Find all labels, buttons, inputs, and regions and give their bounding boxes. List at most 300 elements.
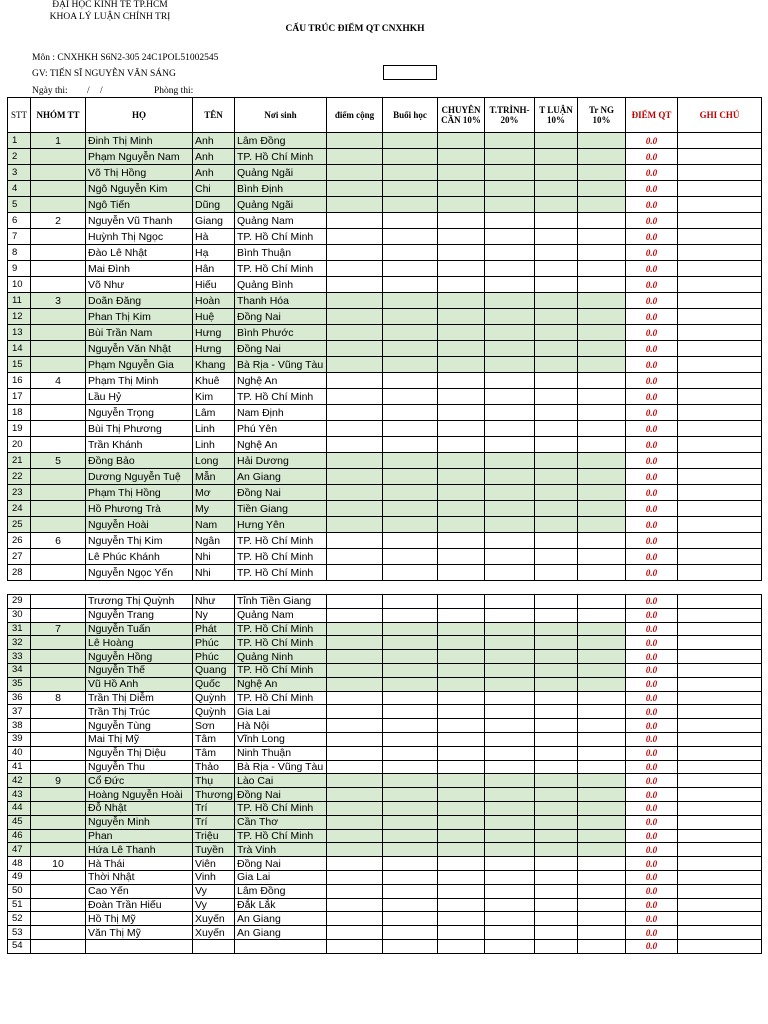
stt-cell: 29 — [8, 595, 31, 609]
attendance-cell — [438, 650, 485, 664]
qt-score-cell: 0.0 — [626, 857, 678, 871]
stt-cell: 48 — [8, 857, 31, 871]
note-cell — [678, 608, 762, 622]
presentation-cell — [485, 389, 535, 405]
bonus-cell — [327, 293, 383, 309]
group-cell — [31, 421, 86, 437]
stt-cell: 45 — [8, 815, 31, 829]
essay-cell — [535, 608, 578, 622]
bonus-cell — [327, 261, 383, 277]
note-cell — [678, 636, 762, 650]
col-trng-line1: Tr NG — [589, 105, 614, 115]
qt-score-cell: 0.0 — [626, 309, 678, 325]
group-cell — [31, 165, 86, 181]
surname-cell: Nguyễn Minh — [86, 815, 193, 829]
course-info: Môn : CNXHKH S6N2-305 24C1POL51002545 — [32, 53, 219, 63]
student-row — [8, 608, 762, 622]
sessions-cell — [383, 760, 438, 774]
name-cell: Hoàn — [193, 293, 235, 309]
trng-cell — [578, 501, 626, 517]
stt-cell: 44 — [8, 801, 31, 815]
attendance-cell — [438, 165, 485, 181]
presentation-cell — [485, 774, 535, 788]
name-cell: Sơn — [193, 719, 235, 733]
bonus-cell — [327, 595, 383, 609]
student-row — [8, 405, 762, 421]
group-cell — [31, 705, 86, 719]
note-cell — [678, 165, 762, 181]
document-title: CẤU TRÚC ĐIỂM QT CNXHKH — [285, 24, 425, 34]
group-cell — [31, 341, 86, 357]
trng-cell — [578, 857, 626, 871]
stt-cell: 42 — [8, 774, 31, 788]
note-cell — [678, 341, 762, 357]
sessions-cell — [383, 293, 438, 309]
surname-cell: Trương Thị Quỳnh — [86, 595, 193, 609]
group-cell — [31, 595, 86, 609]
name-cell: Long — [193, 453, 235, 469]
stt-cell: 17 — [8, 389, 31, 405]
surname-cell: Nguyễn Hoài — [86, 517, 193, 533]
student-row — [8, 705, 762, 719]
qt-score-cell: 0.0 — [626, 565, 678, 581]
note-cell — [678, 857, 762, 871]
surname-cell: Trần Thị Diễm — [86, 691, 193, 705]
birthplace-cell: Bà Rịa - Vũng Tàu — [235, 357, 327, 373]
trng-cell — [578, 939, 626, 953]
presentation-cell — [485, 277, 535, 293]
name-cell: Triệu — [193, 829, 235, 843]
stt-cell: 31 — [8, 622, 31, 636]
exam-date-value: / / — [87, 86, 103, 96]
attendance-cell — [438, 622, 485, 636]
attendance-cell — [438, 732, 485, 746]
sessions-cell — [383, 277, 438, 293]
trng-cell — [578, 663, 626, 677]
sessions-cell — [383, 843, 438, 857]
group-cell — [31, 884, 86, 898]
bonus-cell — [327, 309, 383, 325]
presentation-cell — [485, 636, 535, 650]
student-row — [8, 565, 762, 581]
sessions-cell — [383, 325, 438, 341]
presentation-cell — [485, 181, 535, 197]
sessions-cell — [383, 197, 438, 213]
note-cell — [678, 437, 762, 453]
birthplace-cell: Nghệ An — [235, 437, 327, 453]
name-cell: Trí — [193, 815, 235, 829]
qt-score-cell: 0.0 — [626, 829, 678, 843]
name-cell: Anh — [193, 133, 235, 149]
student-row — [8, 691, 762, 705]
surname-cell: Phạm Nguyễn Gia — [86, 357, 193, 373]
bonus-cell — [327, 622, 383, 636]
qt-score-cell: 0.0 — [626, 636, 678, 650]
birthplace-cell: TP. Hồ Chí Minh — [235, 663, 327, 677]
essay-cell — [535, 663, 578, 677]
qt-score-cell: 0.0 — [626, 325, 678, 341]
trng-cell — [578, 405, 626, 421]
presentation-cell — [485, 843, 535, 857]
qt-score-cell: 0.0 — [626, 912, 678, 926]
note-cell — [678, 469, 762, 485]
presentation-cell — [485, 870, 535, 884]
note-cell — [678, 760, 762, 774]
student-row — [8, 373, 762, 389]
birthplace-cell: Hưng Yên — [235, 517, 327, 533]
qt-score-cell: 0.0 — [626, 898, 678, 912]
presentation-cell — [485, 197, 535, 213]
bonus-cell — [327, 705, 383, 719]
trng-cell — [578, 746, 626, 760]
student-row — [8, 939, 762, 953]
trng-cell — [578, 595, 626, 609]
birthplace-cell: TP. Hồ Chí Minh — [235, 636, 327, 650]
surname-cell: Đinh Thị Minh — [86, 133, 193, 149]
trng-cell — [578, 437, 626, 453]
group-cell — [31, 801, 86, 815]
surname-cell: Mai Đình — [86, 261, 193, 277]
presentation-cell — [485, 595, 535, 609]
stt-cell: 49 — [8, 870, 31, 884]
surname-cell: Phan Thị Kim — [86, 309, 193, 325]
stt-cell: 10 — [8, 277, 31, 293]
essay-cell — [535, 939, 578, 953]
essay-cell — [535, 341, 578, 357]
qt-score-cell: 0.0 — [626, 517, 678, 533]
student-row — [8, 501, 762, 517]
trng-cell — [578, 325, 626, 341]
group-cell — [31, 843, 86, 857]
birthplace-cell: Nghệ An — [235, 373, 327, 389]
attendance-cell — [438, 829, 485, 843]
group-cell — [31, 608, 86, 622]
presentation-cell — [485, 405, 535, 421]
name-cell: Quỳnh — [193, 705, 235, 719]
bonus-cell — [327, 870, 383, 884]
student-row — [8, 261, 762, 277]
group-cell — [31, 650, 86, 664]
table-header-row — [8, 98, 762, 133]
sessions-cell — [383, 469, 438, 485]
col-presentation-line1: T.TRÌNH- — [489, 105, 530, 115]
attendance-cell — [438, 595, 485, 609]
note-cell — [678, 533, 762, 549]
qt-score-cell: 0.0 — [626, 245, 678, 261]
presentation-cell — [485, 309, 535, 325]
essay-cell — [535, 898, 578, 912]
col-qt-score: ĐIỂM QT — [626, 98, 678, 133]
bonus-cell — [327, 485, 383, 501]
bonus-cell — [327, 469, 383, 485]
group-cell: 7 — [31, 622, 86, 636]
bonus-cell — [327, 165, 383, 181]
essay-cell — [535, 650, 578, 664]
presentation-cell — [485, 857, 535, 871]
sessions-cell — [383, 677, 438, 691]
qt-score-cell: 0.0 — [626, 373, 678, 389]
col-essay — [535, 98, 578, 133]
presentation-cell — [485, 608, 535, 622]
birthplace-cell: Đồng Nai — [235, 341, 327, 357]
qt-score-cell: 0.0 — [626, 843, 678, 857]
qt-score-cell: 0.0 — [626, 622, 678, 636]
birthplace-cell: Bà Rịa - Vũng Tàu — [235, 760, 327, 774]
essay-cell — [535, 746, 578, 760]
attendance-cell — [438, 549, 485, 565]
student-row — [8, 453, 762, 469]
note-cell — [678, 421, 762, 437]
name-cell: Tuyền — [193, 843, 235, 857]
surname-cell: Đồng Bảo — [86, 453, 193, 469]
essay-cell — [535, 469, 578, 485]
note-cell — [678, 405, 762, 421]
note-cell — [678, 926, 762, 940]
col-attendance-line2: CẦN 10% — [441, 115, 481, 125]
grade-table-page-1 — [7, 97, 762, 581]
group-cell: 5 — [31, 453, 86, 469]
presentation-cell — [485, 622, 535, 636]
stt-cell: 23 — [8, 485, 31, 501]
presentation-cell — [485, 650, 535, 664]
group-cell — [31, 898, 86, 912]
student-row — [8, 245, 762, 261]
attendance-cell — [438, 912, 485, 926]
stt-cell: 3 — [8, 165, 31, 181]
essay-cell — [535, 325, 578, 341]
student-row — [8, 325, 762, 341]
qt-score-cell: 0.0 — [626, 801, 678, 815]
sessions-cell — [383, 705, 438, 719]
group-cell — [31, 469, 86, 485]
stt-cell: 8 — [8, 245, 31, 261]
birthplace-cell: Nghệ An — [235, 677, 327, 691]
name-cell: Chi — [193, 181, 235, 197]
stt-cell: 40 — [8, 746, 31, 760]
surname-cell: Võ Thị Hồng — [86, 165, 193, 181]
stt-cell: 16 — [8, 373, 31, 389]
qt-score-cell: 0.0 — [626, 650, 678, 664]
note-cell — [678, 843, 762, 857]
note-cell — [678, 517, 762, 533]
name-cell: Phúc — [193, 650, 235, 664]
surname-cell: Hồ Thị Mỹ — [86, 912, 193, 926]
stt-cell: 51 — [8, 898, 31, 912]
qt-score-cell: 0.0 — [626, 149, 678, 165]
surname-cell: Hà Thái — [86, 857, 193, 871]
sessions-cell — [383, 663, 438, 677]
qt-score-cell: 0.0 — [626, 261, 678, 277]
group-cell — [31, 277, 86, 293]
attendance-cell — [438, 801, 485, 815]
essay-cell — [535, 229, 578, 245]
essay-cell — [535, 926, 578, 940]
trng-cell — [578, 469, 626, 485]
stt-cell: 38 — [8, 719, 31, 733]
note-cell — [678, 389, 762, 405]
surname-cell: Ngô Nguyễn Kim — [86, 181, 193, 197]
stt-cell: 25 — [8, 517, 31, 533]
note-cell — [678, 485, 762, 501]
student-row — [8, 149, 762, 165]
surname-cell: Nguyễn Thế — [86, 663, 193, 677]
presentation-cell — [485, 801, 535, 815]
name-cell: Xuyến — [193, 926, 235, 940]
birthplace-cell: An Giang — [235, 469, 327, 485]
sessions-cell — [383, 261, 438, 277]
attendance-cell — [438, 677, 485, 691]
bonus-cell — [327, 677, 383, 691]
qt-score-cell: 0.0 — [626, 341, 678, 357]
student-row — [8, 788, 762, 802]
attendance-cell — [438, 517, 485, 533]
stt-cell: 19 — [8, 421, 31, 437]
birthplace-cell: TP. Hồ Chí Minh — [235, 229, 327, 245]
qt-score-cell: 0.0 — [626, 485, 678, 501]
bonus-cell — [327, 405, 383, 421]
qt-score-cell: 0.0 — [626, 774, 678, 788]
note-cell — [678, 691, 762, 705]
sessions-cell — [383, 719, 438, 733]
attendance-cell — [438, 719, 485, 733]
bonus-cell — [327, 801, 383, 815]
surname-cell: Đỗ Nhật — [86, 801, 193, 815]
bonus-cell — [327, 898, 383, 912]
student-row — [8, 533, 762, 549]
surname-cell: Thời Nhật — [86, 870, 193, 884]
group-cell — [31, 517, 86, 533]
essay-cell — [535, 622, 578, 636]
stt-cell: 13 — [8, 325, 31, 341]
bonus-cell — [327, 213, 383, 229]
qt-score-cell: 0.0 — [626, 884, 678, 898]
col-surname: HỌ — [86, 98, 193, 133]
trng-cell — [578, 829, 626, 843]
surname-cell: Ngô Tiến — [86, 197, 193, 213]
qt-score-cell: 0.0 — [626, 595, 678, 609]
name-cell: Viên — [193, 857, 235, 871]
qt-score-cell: 0.0 — [626, 389, 678, 405]
birthplace-cell: TP. Hồ Chí Minh — [235, 829, 327, 843]
surname-cell: Trần Khánh — [86, 437, 193, 453]
presentation-cell — [485, 421, 535, 437]
trng-cell — [578, 926, 626, 940]
student-row — [8, 719, 762, 733]
bonus-cell — [327, 325, 383, 341]
qt-score-cell: 0.0 — [626, 453, 678, 469]
sessions-cell — [383, 884, 438, 898]
qt-score-cell: 0.0 — [626, 501, 678, 517]
col-name: TÊN — [193, 98, 235, 133]
presentation-cell — [485, 677, 535, 691]
attendance-cell — [438, 746, 485, 760]
qt-score-cell: 0.0 — [626, 746, 678, 760]
student-row — [8, 277, 762, 293]
name-cell: Phúc — [193, 636, 235, 650]
name-cell: Huệ — [193, 309, 235, 325]
note-cell — [678, 870, 762, 884]
group-cell: 10 — [31, 857, 86, 871]
group-cell — [31, 788, 86, 802]
qt-score-cell: 0.0 — [626, 815, 678, 829]
bonus-cell — [327, 421, 383, 437]
student-row — [8, 133, 762, 149]
group-cell — [31, 357, 86, 373]
student-row — [8, 437, 762, 453]
attendance-cell — [438, 469, 485, 485]
name-cell: Như — [193, 595, 235, 609]
trng-cell — [578, 341, 626, 357]
note-cell — [678, 746, 762, 760]
group-cell — [31, 325, 86, 341]
presentation-cell — [485, 373, 535, 389]
surname-cell — [86, 939, 193, 953]
trng-cell — [578, 517, 626, 533]
stt-cell: 20 — [8, 437, 31, 453]
student-row — [8, 746, 762, 760]
student-row — [8, 293, 762, 309]
presentation-cell — [485, 912, 535, 926]
birthplace-cell: Quảng Bình — [235, 277, 327, 293]
sessions-cell — [383, 373, 438, 389]
name-cell: Hiếu — [193, 277, 235, 293]
stt-cell: 35 — [8, 677, 31, 691]
surname-cell: Nguyễn Trọng — [86, 405, 193, 421]
birthplace-cell: Cần Thơ — [235, 815, 327, 829]
note-cell — [678, 149, 762, 165]
stt-cell: 30 — [8, 608, 31, 622]
presentation-cell — [485, 245, 535, 261]
birthplace-cell: Đắk Lắk — [235, 898, 327, 912]
stt-cell: 28 — [8, 565, 31, 581]
note-cell — [678, 181, 762, 197]
presentation-cell — [485, 829, 535, 843]
birthplace-cell: Hà Nội — [235, 719, 327, 733]
surname-cell: Nguyễn Thị Kim — [86, 533, 193, 549]
presentation-cell — [485, 437, 535, 453]
qt-score-cell: 0.0 — [626, 421, 678, 437]
name-cell: Ny — [193, 608, 235, 622]
birthplace-cell: Đồng Nai — [235, 309, 327, 325]
surname-cell: Lê Hoàng — [86, 636, 193, 650]
essay-cell — [535, 437, 578, 453]
stt-cell: 14 — [8, 341, 31, 357]
trng-cell — [578, 732, 626, 746]
presentation-cell — [485, 229, 535, 245]
bonus-cell — [327, 533, 383, 549]
bonus-cell — [327, 437, 383, 453]
essay-cell — [535, 595, 578, 609]
surname-cell: Võ Như — [86, 277, 193, 293]
group-cell — [31, 405, 86, 421]
trng-cell — [578, 149, 626, 165]
birthplace-cell: Tiền Giang — [235, 501, 327, 517]
attendance-cell — [438, 663, 485, 677]
attendance-cell — [438, 373, 485, 389]
student-row — [8, 341, 762, 357]
student-row — [8, 229, 762, 245]
trng-cell — [578, 533, 626, 549]
note-cell — [678, 453, 762, 469]
note-cell — [678, 815, 762, 829]
stt-cell: 21 — [8, 453, 31, 469]
student-row — [8, 549, 762, 565]
surname-cell: Nguyễn Tuấn — [86, 622, 193, 636]
stt-cell: 53 — [8, 926, 31, 940]
sessions-cell — [383, 815, 438, 829]
essay-cell — [535, 565, 578, 581]
essay-cell — [535, 517, 578, 533]
